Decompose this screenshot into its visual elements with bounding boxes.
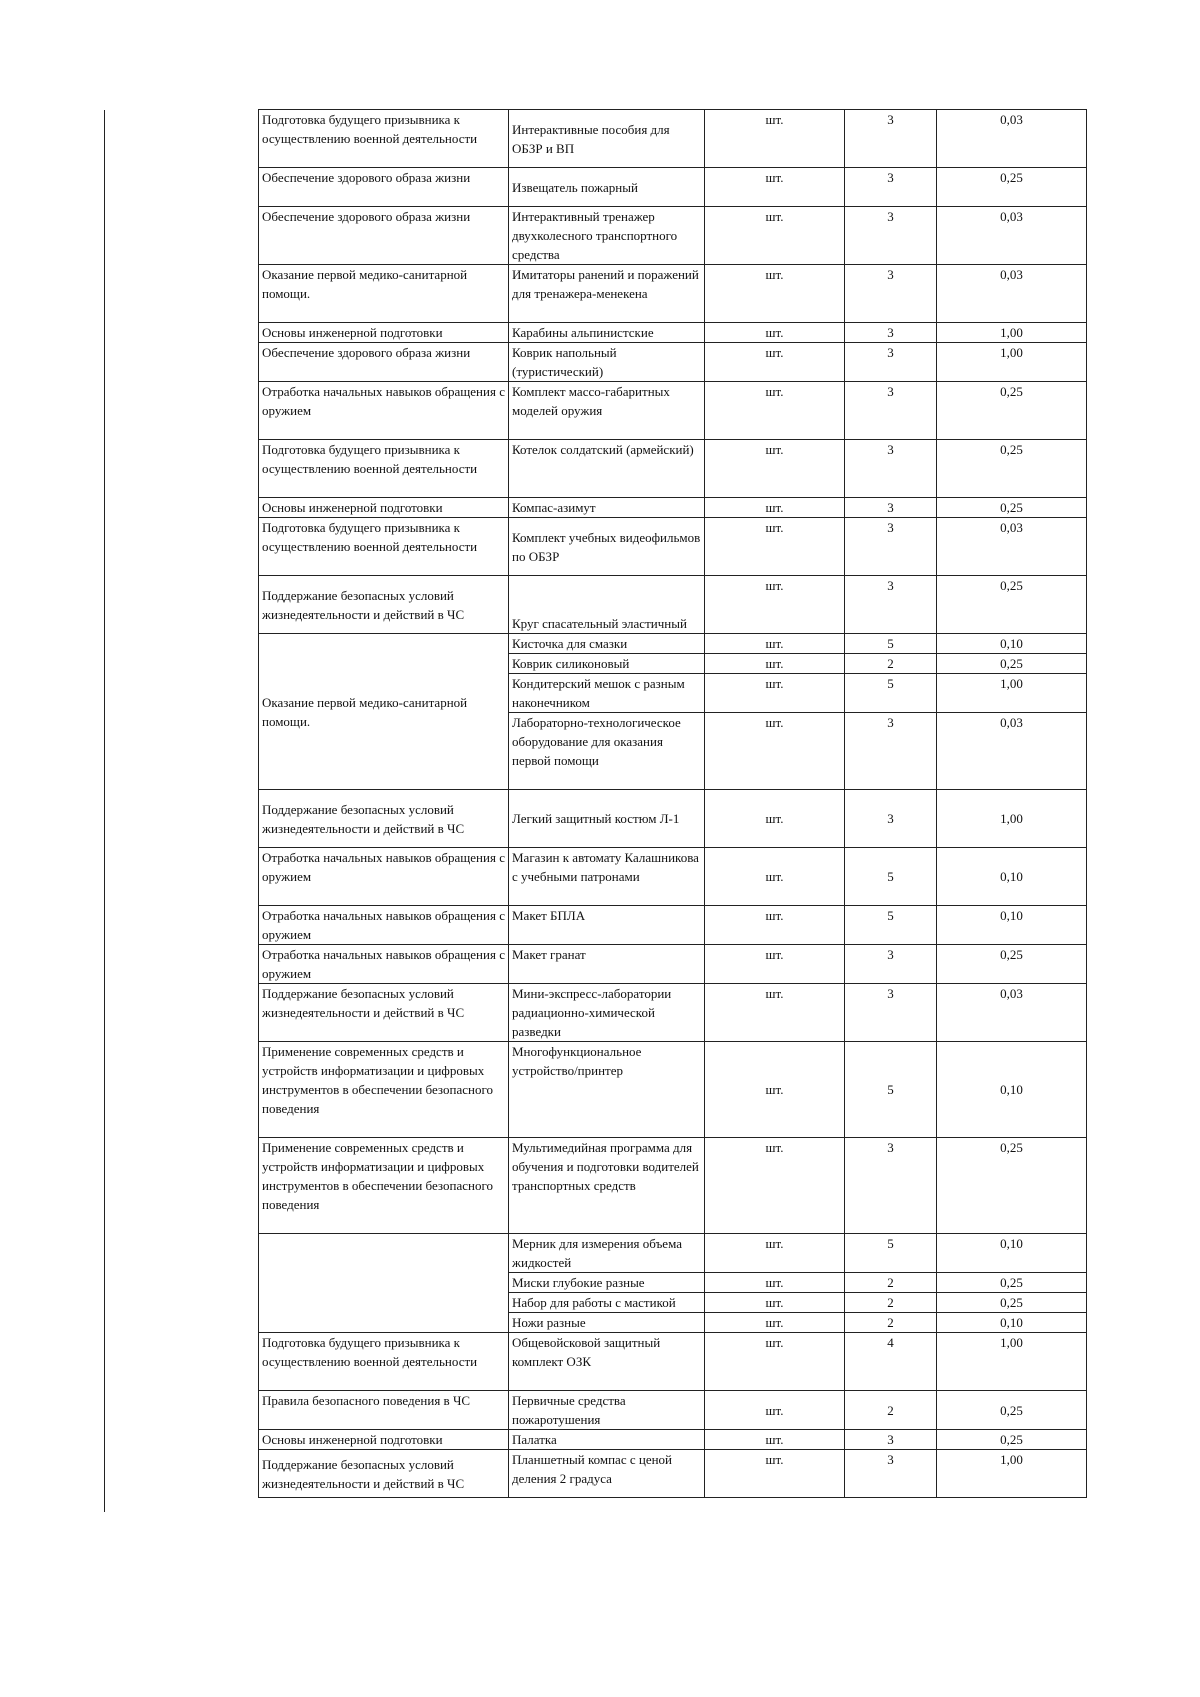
unit-cell: шт. [705, 984, 845, 1042]
value-cell: 0,25 [937, 168, 1087, 207]
quantity-cell: 3 [845, 382, 937, 440]
quantity-cell: 2 [845, 1273, 937, 1293]
quantity-cell: 5 [845, 634, 937, 654]
unit-cell: шт. [705, 634, 845, 654]
quantity-cell: 3 [845, 323, 937, 343]
unit-cell: шт. [705, 1234, 845, 1273]
item-cell: Круг спасательный эластичный [509, 576, 705, 634]
table-row [259, 906, 1087, 945]
table-row [259, 1138, 1087, 1234]
value-cell: 0,25 [937, 1138, 1087, 1234]
item-cell: Комплект учебных видеофильмов по ОБЗР [509, 518, 705, 576]
topic-cell: Основы инженерной подготовки [259, 498, 509, 518]
equipment-table-body [259, 110, 1087, 1498]
value-cell: 0,25 [937, 654, 1087, 674]
item-cell: Легкий защитный костюм Л-1 [509, 790, 705, 848]
topic-cell: Отработка начальных навыков обращения с оружием [259, 906, 509, 945]
quantity-cell: 3 [845, 1450, 937, 1498]
table-row [259, 1430, 1087, 1450]
value-cell: 0,25 [937, 1293, 1087, 1313]
table-row [259, 1333, 1087, 1391]
value-cell: 1,00 [937, 343, 1087, 382]
value-cell: 0,25 [937, 1430, 1087, 1450]
unit-cell: шт. [705, 518, 845, 576]
unit-cell: шт. [705, 343, 845, 382]
value-cell: 1,00 [937, 674, 1087, 713]
table-row [259, 790, 1087, 848]
value-cell: 0,03 [937, 713, 1087, 790]
table-row [259, 1042, 1087, 1138]
table-row [259, 634, 1087, 654]
table-row [259, 110, 1087, 168]
unit-cell: шт. [705, 498, 845, 518]
value-cell: 0,10 [937, 906, 1087, 945]
quantity-cell: 3 [845, 576, 937, 634]
topic-cell: Поддержание безопасных условий жизнедеятельности и действий в ЧС [259, 984, 509, 1042]
quantity-cell: 3 [845, 207, 937, 265]
value-cell: 0,03 [937, 110, 1087, 168]
item-cell: Палатка [509, 1430, 705, 1450]
topic-cell: Основы инженерной подготовки [259, 1430, 509, 1450]
table-row [259, 498, 1087, 518]
equipment-table [258, 109, 1087, 1498]
unit-cell: шт. [705, 790, 845, 848]
value-cell: 0,25 [937, 945, 1087, 984]
quantity-cell: 5 [845, 1234, 937, 1273]
unit-cell: шт. [705, 1333, 845, 1391]
quantity-cell: 3 [845, 343, 937, 382]
quantity-cell: 5 [845, 848, 937, 906]
item-cell: Многофункциональное устройство/принтер [509, 1042, 705, 1138]
unit-cell: шт. [705, 1391, 845, 1430]
table-row [259, 1391, 1087, 1430]
quantity-cell: 3 [845, 945, 937, 984]
topic-cell [259, 1234, 509, 1333]
topic-cell: Поддержание безопасных условий жизнедеятельности и действий в ЧС [259, 576, 509, 634]
item-cell: Набор для работы с мастикой [509, 1293, 705, 1313]
quantity-cell: 5 [845, 674, 937, 713]
item-cell: Ножи разные [509, 1313, 705, 1333]
table-row [259, 945, 1087, 984]
table-row [259, 848, 1087, 906]
value-cell: 0,10 [937, 634, 1087, 654]
item-cell: Макет БПЛА [509, 906, 705, 945]
topic-cell: Обеспечение здорового образа жизни [259, 207, 509, 265]
quantity-cell: 2 [845, 654, 937, 674]
value-cell: 0,03 [937, 207, 1087, 265]
unit-cell: шт. [705, 1293, 845, 1313]
quantity-cell: 2 [845, 1391, 937, 1430]
item-cell: Кондитерский мешок с разным наконечником [509, 674, 705, 713]
topic-cell: Поддержание безопасных условий жизнедеятельности и действий в ЧС [259, 1450, 509, 1498]
quantity-cell: 3 [845, 713, 937, 790]
topic-cell: Применение современных средств и устройств информатизации и цифровых инструментов в обеспечении безопасного поведения [259, 1042, 509, 1138]
table-row [259, 265, 1087, 323]
unit-cell: шт. [705, 440, 845, 498]
item-cell: Карабины альпинистские [509, 323, 705, 343]
table-row [259, 576, 1087, 634]
table-row [259, 440, 1087, 498]
table-row [259, 1234, 1087, 1273]
value-cell: 0,10 [937, 1042, 1087, 1138]
value-cell: 0,10 [937, 1313, 1087, 1333]
value-cell: 1,00 [937, 323, 1087, 343]
value-cell: 0,25 [937, 498, 1087, 518]
unit-cell: шт. [705, 1430, 845, 1450]
topic-cell: Оказание первой медико-санитарной помощи. [259, 265, 509, 323]
topic-cell: Основы инженерной подготовки [259, 323, 509, 343]
topic-cell: Отработка начальных навыков обращения с оружием [259, 848, 509, 906]
unit-cell: шт. [705, 207, 845, 265]
topic-cell: Отработка начальных навыков обращения с оружием [259, 945, 509, 984]
quantity-cell: 5 [845, 1042, 937, 1138]
item-cell: Мерник для измерения объема жидкостей [509, 1234, 705, 1273]
item-cell: Общевойсковой защитный комплект ОЗК [509, 1333, 705, 1391]
unit-cell: шт. [705, 1450, 845, 1498]
item-cell: Первичные средства пожаротушения [509, 1391, 705, 1430]
table-row [259, 207, 1087, 265]
quantity-cell: 3 [845, 440, 937, 498]
item-cell: Извещатель пожарный [509, 168, 705, 207]
item-cell: Макет гранат [509, 945, 705, 984]
value-cell: 0,25 [937, 576, 1087, 634]
table-row [259, 168, 1087, 207]
quantity-cell: 3 [845, 790, 937, 848]
left-margin-rule [104, 110, 105, 1512]
value-cell: 0,10 [937, 848, 1087, 906]
quantity-cell: 3 [845, 1138, 937, 1234]
item-cell: Мини-экспресс-лаборатории радиационно-химической разведки [509, 984, 705, 1042]
quantity-cell: 3 [845, 110, 937, 168]
topic-cell: Поддержание безопасных условий жизнедеятельности и действий в ЧС [259, 790, 509, 848]
unit-cell: шт. [705, 906, 845, 945]
value-cell: 0,03 [937, 518, 1087, 576]
value-cell: 1,00 [937, 790, 1087, 848]
value-cell: 1,00 [937, 1450, 1087, 1498]
unit-cell: шт. [705, 713, 845, 790]
table-row [259, 1450, 1087, 1498]
item-cell: Имитаторы ранений и поражений для тренажера-менекена [509, 265, 705, 323]
unit-cell: шт. [705, 382, 845, 440]
value-cell: 0,10 [937, 1234, 1087, 1273]
item-cell: Кисточка для смазки [509, 634, 705, 654]
quantity-cell: 2 [845, 1313, 937, 1333]
unit-cell: шт. [705, 674, 845, 713]
value-cell: 0,03 [937, 984, 1087, 1042]
unit-cell: шт. [705, 1138, 845, 1234]
table-row [259, 382, 1087, 440]
topic-cell: Обеспечение здорового образа жизни [259, 343, 509, 382]
value-cell: 0,25 [937, 1273, 1087, 1293]
item-cell: Миски глубокие разные [509, 1273, 705, 1293]
item-cell: Интерактивные пособия для ОБЗР и ВП [509, 110, 705, 168]
unit-cell: шт. [705, 654, 845, 674]
table-row [259, 323, 1087, 343]
unit-cell: шт. [705, 576, 845, 634]
item-cell: Интерактивный тренажер двухколесного транспортного средства [509, 207, 705, 265]
unit-cell: шт. [705, 323, 845, 343]
topic-cell: Применение современных средств и устройств информатизации и цифровых инструментов в обеспечении безопасного поведения [259, 1138, 509, 1234]
unit-cell: шт. [705, 1313, 845, 1333]
table-row [259, 343, 1087, 382]
unit-cell: шт. [705, 1273, 845, 1293]
value-cell: 1,00 [937, 1333, 1087, 1391]
unit-cell: шт. [705, 945, 845, 984]
quantity-cell: 3 [845, 984, 937, 1042]
unit-cell: шт. [705, 848, 845, 906]
quantity-cell: 4 [845, 1333, 937, 1391]
quantity-cell: 2 [845, 1293, 937, 1313]
topic-cell: Оказание первой медико-санитарной помощи. [259, 634, 509, 790]
value-cell: 0,25 [937, 440, 1087, 498]
quantity-cell: 3 [845, 168, 937, 207]
quantity-cell: 3 [845, 518, 937, 576]
item-cell: Коврик напольный (туристический) [509, 343, 705, 382]
table-row [259, 518, 1087, 576]
item-cell: Комплект массо-габаритных моделей оружия [509, 382, 705, 440]
unit-cell: шт. [705, 168, 845, 207]
item-cell: Коврик силиконовый [509, 654, 705, 674]
item-cell: Магазин к автомату Калашникова с учебными патронами [509, 848, 705, 906]
topic-cell: Обеспечение здорового образа жизни [259, 168, 509, 207]
topic-cell: Правила безопасного поведения в ЧС [259, 1391, 509, 1430]
item-cell: Мультимедийная программа для обучения и подготовки водителей транспортных средств [509, 1138, 705, 1234]
value-cell: 0,25 [937, 1391, 1087, 1430]
quantity-cell: 3 [845, 1430, 937, 1450]
unit-cell: шт. [705, 265, 845, 323]
value-cell: 0,03 [937, 265, 1087, 323]
topic-cell: Подготовка будущего призывника к осуществлению военной деятельности [259, 1333, 509, 1391]
unit-cell: шт. [705, 1042, 845, 1138]
quantity-cell: 5 [845, 906, 937, 945]
item-cell: Компас-азимут [509, 498, 705, 518]
topic-cell: Подготовка будущего призывника к осуществлению военной деятельности [259, 518, 509, 576]
table-row [259, 984, 1087, 1042]
topic-cell: Отработка начальных навыков обращения с оружием [259, 382, 509, 440]
item-cell: Планшетный компас с ценой деления 2 градуса [509, 1450, 705, 1498]
quantity-cell: 3 [845, 265, 937, 323]
unit-cell: шт. [705, 110, 845, 168]
item-cell: Котелок солдатский (армейский) [509, 440, 705, 498]
item-cell: Лабораторно-технологическое оборудование для оказания первой помощи [509, 713, 705, 790]
topic-cell: Подготовка будущего призывника к осуществлению военной деятельности [259, 440, 509, 498]
topic-cell: Подготовка будущего призывника к осуществлению военной деятельности [259, 110, 509, 168]
quantity-cell: 3 [845, 498, 937, 518]
value-cell: 0,25 [937, 382, 1087, 440]
